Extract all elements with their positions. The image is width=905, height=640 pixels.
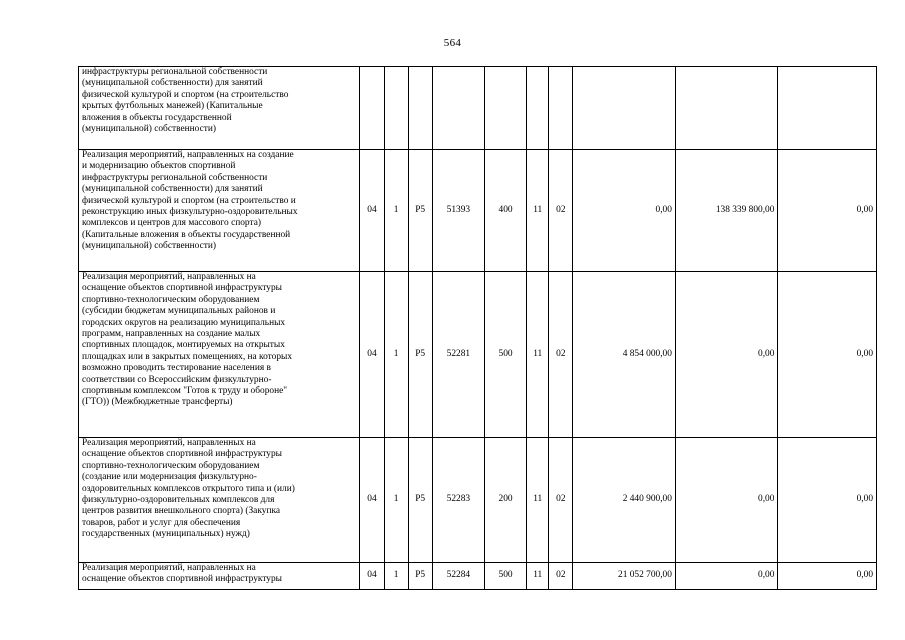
program-code-cell <box>360 67 384 150</box>
expense-type-cell <box>484 67 526 150</box>
amount-year-2: 0,00 <box>675 272 778 438</box>
amount-year-3: 0,00 <box>778 438 877 563</box>
project-code-cell: P5 <box>408 150 432 272</box>
subprogram-code-cell: 1 <box>384 563 408 590</box>
expense-type-cell: 200 <box>484 438 526 563</box>
direction-code-cell: 52284 <box>432 563 484 590</box>
program-code-cell: 04 <box>360 438 384 563</box>
project-code-cell <box>408 67 432 150</box>
row-description: Реализация мероприятий, направленных на оснащение объектов спортивной инфраструктуры спортивно-технологическим оборудованием (создание или модернизация физкультурно- оздоровительных комплексов открытого типа и (или) физкультурно-оздоровительных комплексов для центров развития внешкольного спорта) (Закупка товаров, работ и услуг для обеспечения государственных (муниципальных) нужд) <box>79 438 360 563</box>
project-code-cell: P5 <box>408 563 432 590</box>
row-description: Реализация мероприятий, направленных на оснащение объектов спортивной инфраструктуры спортивно-технологическим оборудованием (субсидии бюджетам муниципальных районов и городских округов на реализацию муниципальных программ, направленных на создание малых спортивных площадок, монтируемых на открытых площадках или в закрытых помещениях, на которых возможно проводить тестирование населения в соответствии со Всероссийским физкультурно- спортивным комплексом "Готов к труду и обороне" (ГТО)) (Межбюджетные трансферты) <box>79 272 360 438</box>
table-row <box>79 438 877 563</box>
subsection-cell: 02 <box>549 438 573 563</box>
program-code-cell: 04 <box>360 272 384 438</box>
amount-year-3: 0,00 <box>778 563 877 590</box>
section-cell: 11 <box>527 438 549 563</box>
amount-year-2: 0,00 <box>675 438 778 563</box>
amount-year-1: 0,00 <box>573 150 676 272</box>
expense-type-cell: 500 <box>484 563 526 590</box>
direction-code-cell: 52281 <box>432 272 484 438</box>
subprogram-code-cell: 1 <box>384 272 408 438</box>
section-cell: 11 <box>527 563 549 590</box>
budget-table <box>78 66 877 590</box>
subsection-cell: 02 <box>549 272 573 438</box>
subprogram-code-cell <box>384 67 408 150</box>
table-row <box>79 272 877 438</box>
amount-year-2: 0,00 <box>675 563 778 590</box>
section-cell: 11 <box>527 150 549 272</box>
amount-year-1: 4 854 000,00 <box>573 272 676 438</box>
section-cell: 11 <box>527 272 549 438</box>
amount-year-2: 138 339 800,00 <box>675 150 778 272</box>
table-row <box>79 150 877 272</box>
project-code-cell: P5 <box>408 438 432 563</box>
row-description: Реализация мероприятий, направленных на оснащение объектов спортивной инфраструктуры <box>79 563 360 590</box>
table-row <box>79 67 877 150</box>
subprogram-code-cell: 1 <box>384 438 408 563</box>
page-number: 564 <box>443 37 462 49</box>
subsection-cell: 02 <box>549 563 573 590</box>
direction-code-cell: 52283 <box>432 438 484 563</box>
amount-year-2 <box>675 67 778 150</box>
amount-year-1 <box>573 67 676 150</box>
project-code-cell: P5 <box>408 272 432 438</box>
subsection-cell <box>549 67 573 150</box>
direction-code-cell <box>432 67 484 150</box>
amount-year-3: 0,00 <box>778 272 877 438</box>
row-description: Реализация мероприятий, направленных на создание и модернизацию объектов спортивной инфраструктуры региональной собственности (муниципальной собственности) для занятий физической культурой и спортом (на строительство и реконструкцию иных физкультурно-оздоровительных комплексов и центров для массового спорта) (Капитальные вложения в объекты государственной (муниципальной) собственности) <box>79 150 360 272</box>
program-code-cell: 04 <box>360 150 384 272</box>
amount-year-3: 0,00 <box>778 150 877 272</box>
row-description: инфраструктуры региональной собственности (муниципальной собственности) для занятий физической культурой и спортом (на строительство крытых футбольных манежей) (Капитальные вложения в объекты государственной (муниципальной) собственности) <box>79 67 360 150</box>
amount-year-1: 2 440 900,00 <box>573 438 676 563</box>
amount-year-3 <box>778 67 877 150</box>
table-row <box>79 563 877 590</box>
direction-code-cell: 51393 <box>432 150 484 272</box>
expense-type-cell: 400 <box>484 150 526 272</box>
program-code-cell: 04 <box>360 563 384 590</box>
section-cell <box>527 67 549 150</box>
expense-type-cell: 500 <box>484 272 526 438</box>
subsection-cell: 02 <box>549 150 573 272</box>
subprogram-code-cell: 1 <box>384 150 408 272</box>
amount-year-1: 21 052 700,00 <box>573 563 676 590</box>
